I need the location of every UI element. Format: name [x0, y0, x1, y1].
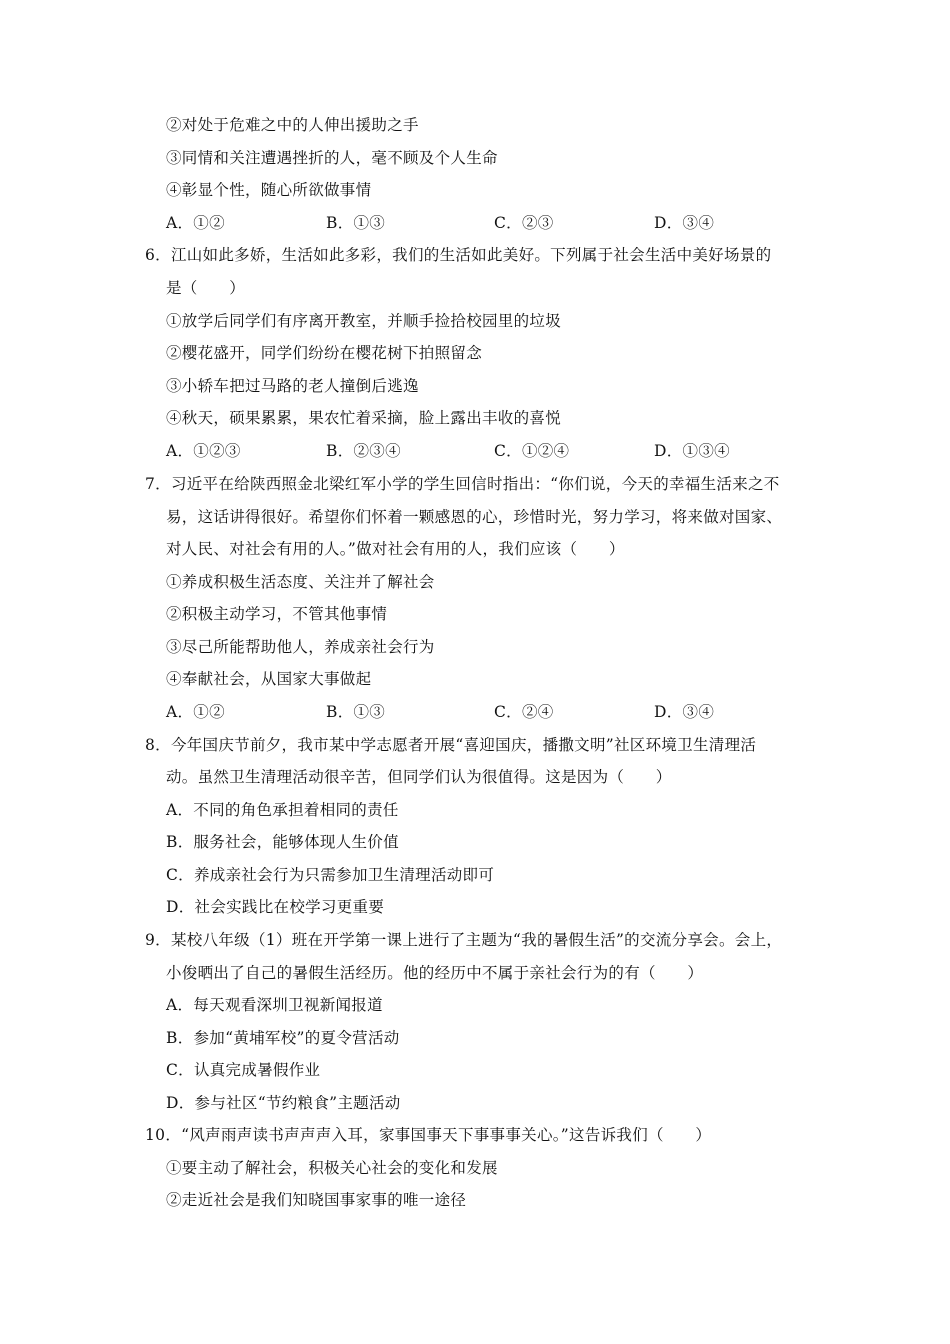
q6-item-4: ④秋天，硕果累累，果农忙着采摘，脸上露出丰收的喜悦 — [166, 409, 562, 427]
q9-stem-line2: 小俊晒出了自己的暑假生活经历。他的经历中不属于亲社会行为的有（ ） — [166, 964, 704, 982]
q7-item-2: ②积极主动学习，不管其他事情 — [166, 605, 388, 623]
q6-option-b[interactable]: B．②③④ — [326, 442, 401, 460]
q6-item-1: ①放学后同学们有序离开教室，并顺手捡拾校园里的垃圾 — [166, 312, 562, 330]
q8-option-c[interactable]: C．养成亲社会行为只需参加卫生清理活动即可 — [166, 866, 495, 884]
q6-stem-line2: 是（ ） — [166, 279, 246, 297]
q7-option-d[interactable]: D．③④ — [654, 703, 715, 721]
q8-option-a[interactable]: A．不同的角色承担着相同的责任 — [166, 801, 399, 819]
q5-item-2: ②对处于危难之中的人伸出援助之手 — [166, 116, 419, 134]
q10-item-1: ①要主动了解社会，积极关心社会的变化和发展 — [166, 1159, 498, 1177]
q9-option-a[interactable]: A．每天观看深圳卫视新闻报道 — [166, 996, 383, 1014]
q7-stem-line1: 7．习近平在给陕西照金北梁红军小学的学生回信时指出：“你们说，今天的幸福生活来之不 — [145, 475, 780, 493]
q6-stem-line1: 6．江山如此多娇，生活如此多彩，我们的生活如此美好。下列属于社会生活中美好场景的 — [145, 246, 772, 264]
q6-option-a[interactable]: A．①②③ — [166, 442, 241, 460]
q7-item-1: ①养成积极生活态度、关注并了解社会 — [166, 573, 435, 591]
q7-item-4: ④奉献社会，从国家大事做起 — [166, 670, 372, 688]
q8-option-b[interactable]: B．服务社会，能够体现人生价值 — [166, 833, 399, 851]
q5-option-b[interactable]: B．①③ — [326, 214, 386, 232]
q10-stem-line1: 10．“风声雨声读书声声声入耳，家事国事天下事事事关心。”这告诉我们（ ） — [145, 1126, 712, 1144]
q9-option-d[interactable]: D．参与社区“节约粮食”主题活动 — [166, 1094, 401, 1112]
q6-item-2: ②樱花盛开，同学们纷纷在樱花树下拍照留念 — [166, 344, 483, 362]
q6-option-c[interactable]: C．①②④ — [494, 442, 570, 460]
q5-item-3: ③同情和关注遭遇挫折的人，毫不顾及个人生命 — [166, 149, 498, 167]
q9-option-c[interactable]: C．认真完成暑假作业 — [166, 1061, 321, 1079]
q6-option-d[interactable]: D．①③④ — [654, 442, 730, 460]
q9-stem-line1: 9．某校八年级（1）班在开学第一课上进行了主题为“我的暑假生活”的交流分享会。会上， — [145, 931, 783, 949]
q6-item-3: ③小轿车把过马路的老人撞倒后逃逸 — [166, 377, 419, 395]
q10-item-2: ②走近社会是我们知晓国事家事的唯一途径 — [166, 1191, 467, 1209]
q7-stem-line2: 易，这话讲得很好。希望你们怀着一颗感恩的心，珍惜时光，努力学习，将来做对国家、 — [166, 508, 783, 526]
q5-item-4: ④彰显个性，随心所欲做事情 — [166, 181, 372, 199]
q7-option-a[interactable]: A．①② — [166, 703, 225, 721]
q8-option-d[interactable]: D．社会实践比在校学习更重要 — [166, 898, 385, 916]
q5-option-a[interactable]: A．①② — [166, 214, 225, 232]
q5-option-c[interactable]: C．②③ — [494, 214, 554, 232]
q5-option-d[interactable]: D．③④ — [654, 214, 715, 232]
q7-stem-line3: 对人民、对社会有用的人。”做对社会有用的人，我们应该（ ） — [166, 540, 625, 558]
q9-option-b[interactable]: B．参加“黄埔军校”的夏令营活动 — [166, 1029, 400, 1047]
q7-option-b[interactable]: B．①③ — [326, 703, 386, 721]
q7-option-c[interactable]: C．②④ — [494, 703, 554, 721]
q7-item-3: ③尽己所能帮助他人，养成亲社会行为 — [166, 638, 435, 656]
q8-stem-line1: 8．今年国庆节前夕，我市某中学志愿者开展“喜迎国庆，播撒文明”社区环境卫生清理活 — [145, 736, 757, 754]
q8-stem-line2: 动。虽然卫生清理活动很辛苦，但同学们认为很值得。这是因为（ ） — [166, 768, 672, 786]
